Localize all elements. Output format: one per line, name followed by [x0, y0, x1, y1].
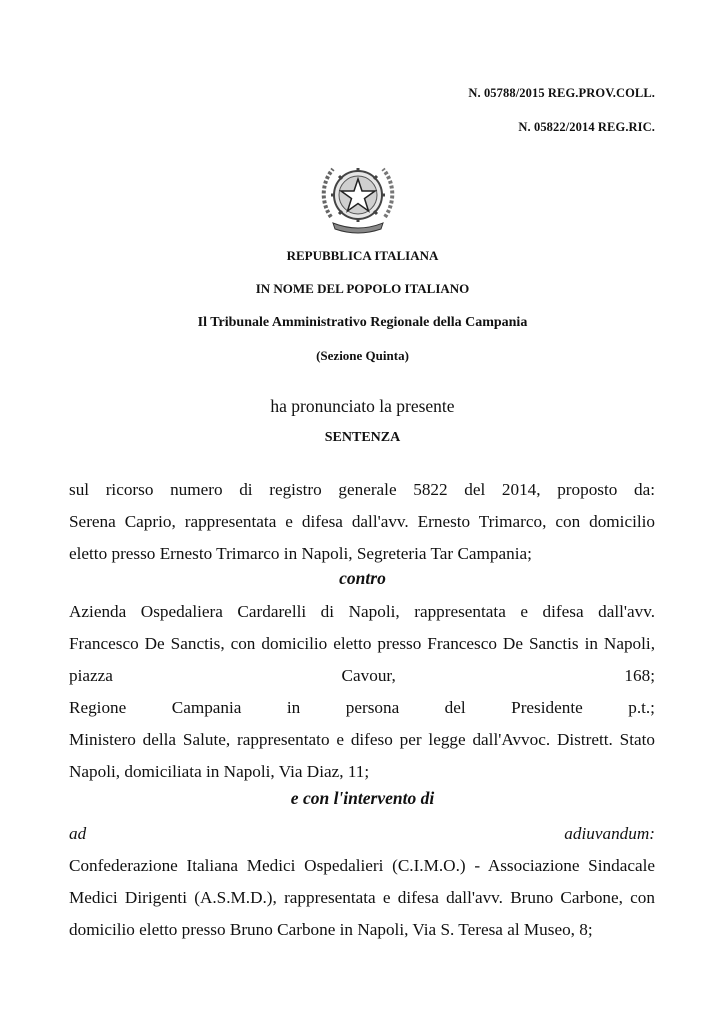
text-line-regione: [69, 692, 655, 724]
text-line-piazza: [69, 660, 655, 692]
word: in: [286, 698, 301, 717]
text-line: eletto presso Ernesto Trimarco in Napoli, Segreteria Tar Campania;: [69, 544, 532, 563]
text-line: Serena Caprio, rappresentata e difesa dall'avv. Ernesto Trimarco, con domicilio: [69, 512, 655, 531]
paragraph-resistenti: [69, 596, 655, 788]
text-line: Azienda Ospedaliera Cardarelli di Napoli, rappresentata e difesa dall'avv.: [69, 602, 655, 621]
word: 168;: [624, 666, 655, 685]
word: p.t.;: [628, 698, 655, 717]
word: del: [444, 698, 466, 717]
text-line: domicilio eletto presso Bruno Carbone in Napoli, Via S. Teresa al Museo, 8;: [69, 920, 593, 939]
heading-intervento: e con l'intervento di: [290, 788, 435, 808]
title-court: Il Tribunale Amministrativo Regionale della Campania: [197, 315, 528, 330]
word: Cavour,: [341, 666, 396, 685]
text-line: Napoli, domiciliata in Napoli, Via Diaz, 11;: [69, 762, 370, 781]
paragraph-interveniente: [69, 850, 655, 946]
title-section: (Sezione Quinta): [316, 348, 409, 363]
text-line: Francesco De Sanctis, con domicilio eletto presso Francesco De Sanctis in Napoli,: [69, 634, 655, 653]
paragraph-ricorso: [69, 474, 655, 570]
word-adiuvandum: adiuvandum:: [564, 824, 655, 843]
text-line: sul ricorso numero di registro generale 5822 del 2014, proposto da:: [69, 480, 655, 499]
title-sentenza: SENTENZA: [324, 430, 401, 445]
word: piazza: [69, 666, 113, 685]
word: Campania: [171, 698, 242, 717]
word-ad: ad: [69, 824, 87, 843]
title-pronounced: ha pronunciato la presente: [270, 396, 455, 416]
republic-emblem-icon: [317, 155, 399, 237]
text-line: Medici Dirigenti (A.S.M.D.), rappresentata e difesa dall'avv. Bruno Carbone, con: [69, 888, 655, 907]
word: persona: [345, 698, 400, 717]
text-line: Confederazione Italiana Medici Ospedalieri (C.I.M.O.) - Associazione Sindacale: [69, 856, 655, 875]
title-in-nome: IN NOME DEL POPOLO ITALIANO: [255, 281, 470, 296]
line-ad-adiuvandum: [69, 818, 655, 850]
word: Regione: [69, 698, 127, 717]
text-line: Ministero della Salute, rappresentato e difeso per legge dall'Avvoc. Distrett. Stato: [69, 730, 655, 749]
heading-contro: contro: [339, 568, 386, 588]
word: Presidente: [511, 698, 583, 717]
reg-prov-coll: N. 05788/2015 REG.PROV.COLL.: [468, 86, 655, 100]
title-republic: REPUBBLICA ITALIANA: [286, 248, 439, 263]
reg-ric: N. 05822/2014 REG.RIC.: [518, 120, 655, 134]
